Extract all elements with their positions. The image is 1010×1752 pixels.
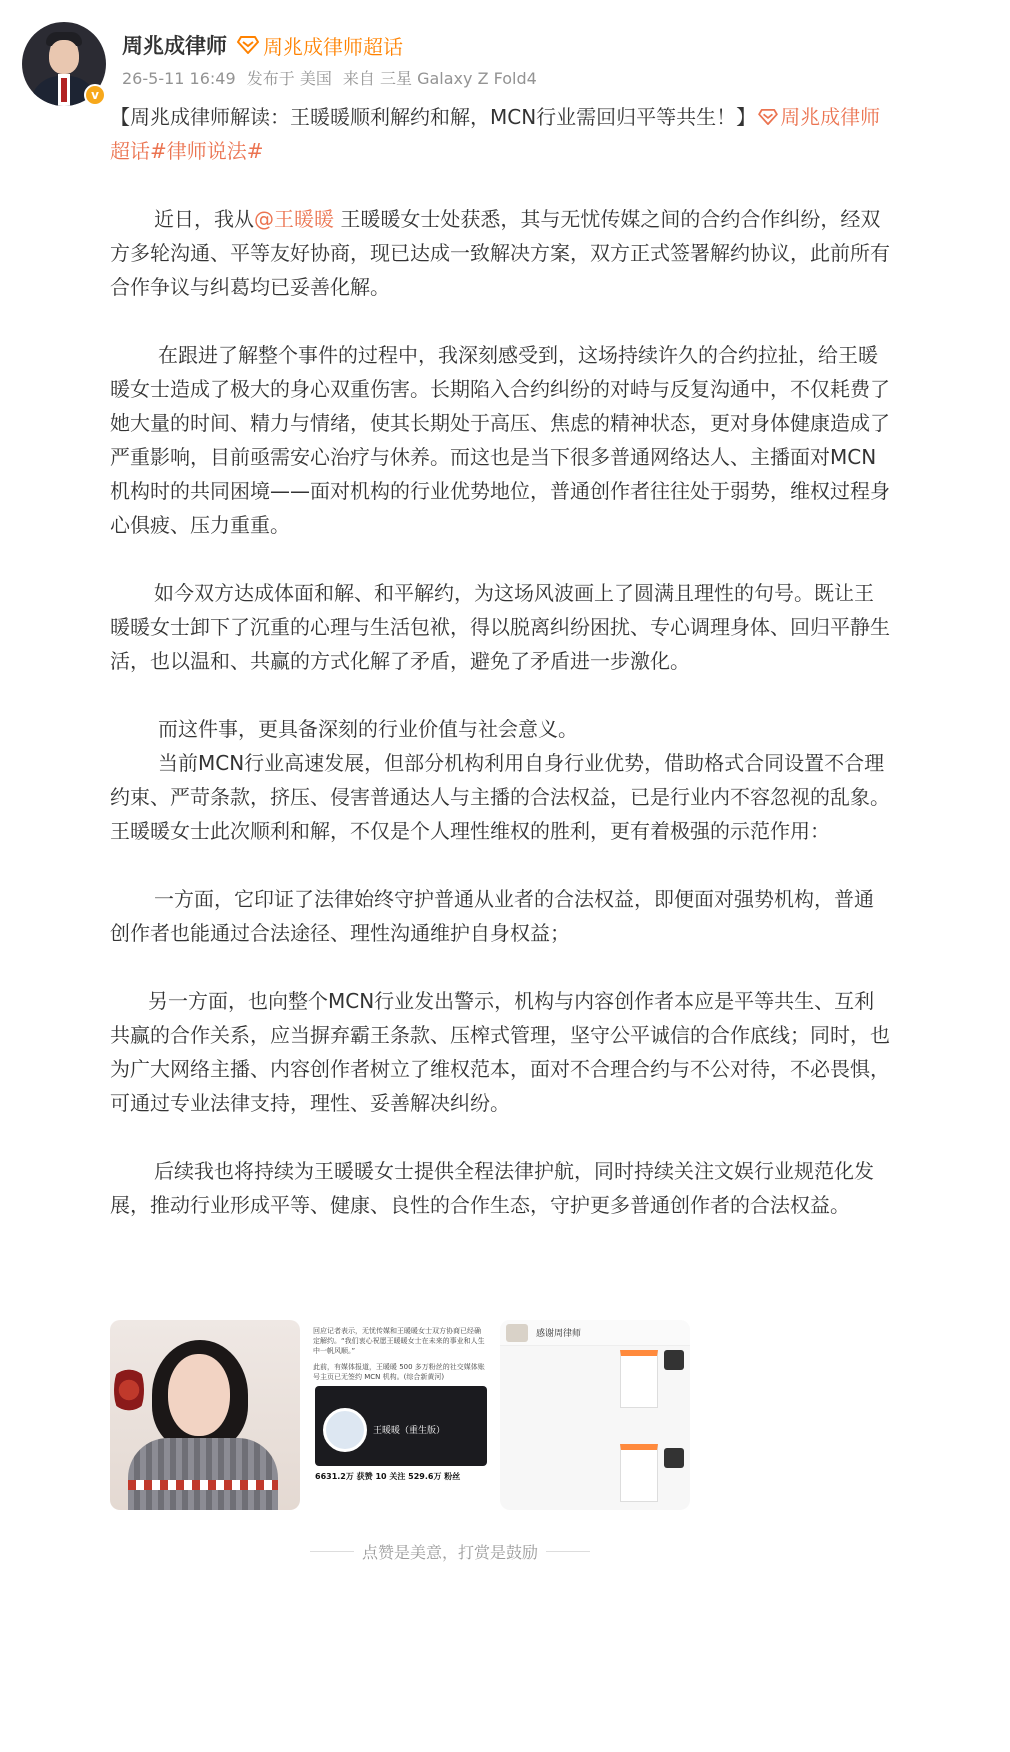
post-time: 26-5-11 16:49 xyxy=(122,69,236,88)
headline-hashtag[interactable]: #律师说法# xyxy=(150,139,264,163)
post-device: 来自 三星 Galaxy Z Fold4 xyxy=(342,69,537,88)
image-thumbnail-3[interactable] xyxy=(500,1320,690,1510)
image-2-profile-name: 王暖暖（重生版） xyxy=(373,1426,446,1436)
paragraph-3-text: 如今双方达成体面和解、和平解约，为这场风波画上了圆满且理性的句号。既让王暖暖女士卸下了沉重的心理与生活包袱，得以脱离纠纷困扰、专心调理身体、回归平静生活，也以温和、共赢的方式化解了矛盾，避免了矛盾进一步激化。 xyxy=(110,581,890,673)
image-thumbnail-2[interactable] xyxy=(305,1320,495,1510)
post-headline xyxy=(110,100,890,168)
paragraph-6 xyxy=(110,882,890,950)
super-topic-label: 周兆成律师超话 xyxy=(263,34,403,59)
post-content xyxy=(110,100,890,1222)
image-2-stats: 6631.2万 获赞 10 关注 529.6万 粉丝 xyxy=(315,1472,461,1481)
verified-badge-icon: v xyxy=(84,84,106,106)
paragraph-4 xyxy=(110,712,890,746)
paragraph-3 xyxy=(110,576,890,678)
paragraph-6-text: 一方面，它印证了法律始终守护普通从业者的合法权益，即便面对强势机构，普通创作者也能通过合法途径、理性沟通维护自身权益； xyxy=(110,887,874,945)
diamond-icon xyxy=(237,36,259,54)
image-thumbnail-1[interactable] xyxy=(110,1320,300,1510)
diamond-icon xyxy=(758,109,778,125)
image-3-title: 感谢周律师 xyxy=(536,1329,582,1339)
post-meta xyxy=(122,66,543,89)
reward-text: 点赞是美意，打赏是鼓励 xyxy=(362,1543,539,1562)
paragraph-5 xyxy=(110,746,890,848)
post-header xyxy=(22,22,982,112)
paragraph-7-text: 另一方面，也向整个MCN行业发出警示，机构与内容创作者本应是平等共生、互利共赢的合作关系，应当摒弃霸王条款、压榨式管理，坚守公平诚信的合作底线；同时，也为广大网络主播、内容创作者树立了维权范本，面对不合理合约与不公对待，不必畏惧，可通过专业法律支持，理性、妥善解决纠纷。 xyxy=(110,989,890,1115)
paragraph-2-text: 在跟进了解整个事件的过程中，我深刻感受到，这场持续许久的合约拉扯，给王暖暖女士造成了极大的身心双重伤害。长期陷入合约纠纷的对峙与反复沟通中，不仅耗费了她大量的时间、精力与情绪，使其长期处于高压、焦虑的精神状态，更对身体健康造成了严重影响，目前亟需安心治疗与休养。而这也是当下很多普通网络达人、主播面对MCN机构时的共同困境——面对机构的行业优势地位，普通创作者往往处于弱势，维权过程身心俱疲、压力重重。 xyxy=(110,343,890,537)
headline-text: 【周兆成律师解读：王暖暖顺利解约和解，MCN行业需回归平等共生！】 xyxy=(110,105,757,129)
paragraph-1-pre: 近日，我从 xyxy=(154,207,254,231)
author-name[interactable]: 周兆成律师 xyxy=(122,35,227,58)
author-row xyxy=(122,28,403,62)
divider xyxy=(546,1551,590,1552)
paragraph-2 xyxy=(110,338,890,542)
image-2-mid-text: 此前，有媒体报道，王暖暖 500 多万粉丝的社交媒体账号主页已无签约 MCN 机构。(综合新黄河) xyxy=(313,1363,485,1381)
post-location: 发布于 美国 xyxy=(246,69,332,88)
divider xyxy=(310,1551,354,1552)
paragraph-1-text: 王暖暖女士处获悉，其与无忧传媒之间的合约合作纠纷，经双方多轮沟通、平等友好协商，现已达成一致解决方案，双方正式签署解约协议，此前所有合作争议与纠葛均已妥善化解。 xyxy=(110,207,890,299)
mention-link[interactable]: @王暖暖 xyxy=(254,207,334,231)
headline-topic-label: 周兆成律师超话 xyxy=(110,105,881,163)
paragraph-1 xyxy=(110,202,890,304)
image-2-top-text: 回应记者表示，无忧传媒和王暖暖女士双方协商已经确定解约。“我们衷心祝愿王暖暖女士在未来的事业和人生中一帆风顺。” xyxy=(313,1327,485,1355)
paragraph-7 xyxy=(110,984,890,1120)
paragraph-4-text: 而这件事，更具备深刻的行业价值与社会意义。 xyxy=(158,717,578,741)
paragraph-8-text: 后续我也将持续为王暖暖女士提供全程法律护航，同时持续关注文娱行业规范化发展，推动行业形成平等、健康、良性的合作生态，守护更多普通创作者的合法权益。 xyxy=(110,1159,874,1217)
reward-footer xyxy=(310,1540,590,1563)
image-grid xyxy=(110,1320,710,1510)
paragraph-5-text: 当前MCN行业高速发展，但部分机构利用自身行业优势，借助格式合同设置不合理约束、严苛条款，挤压、侵害普通达人与主播的合法权益，已是行业内不容忽视的乱象。王暖暖女士此次顺利和解，不仅是个人理性维权的胜利，更有着极强的示范作用： xyxy=(110,751,890,843)
paragraph-8 xyxy=(110,1154,890,1222)
super-topic-link[interactable] xyxy=(237,31,403,60)
